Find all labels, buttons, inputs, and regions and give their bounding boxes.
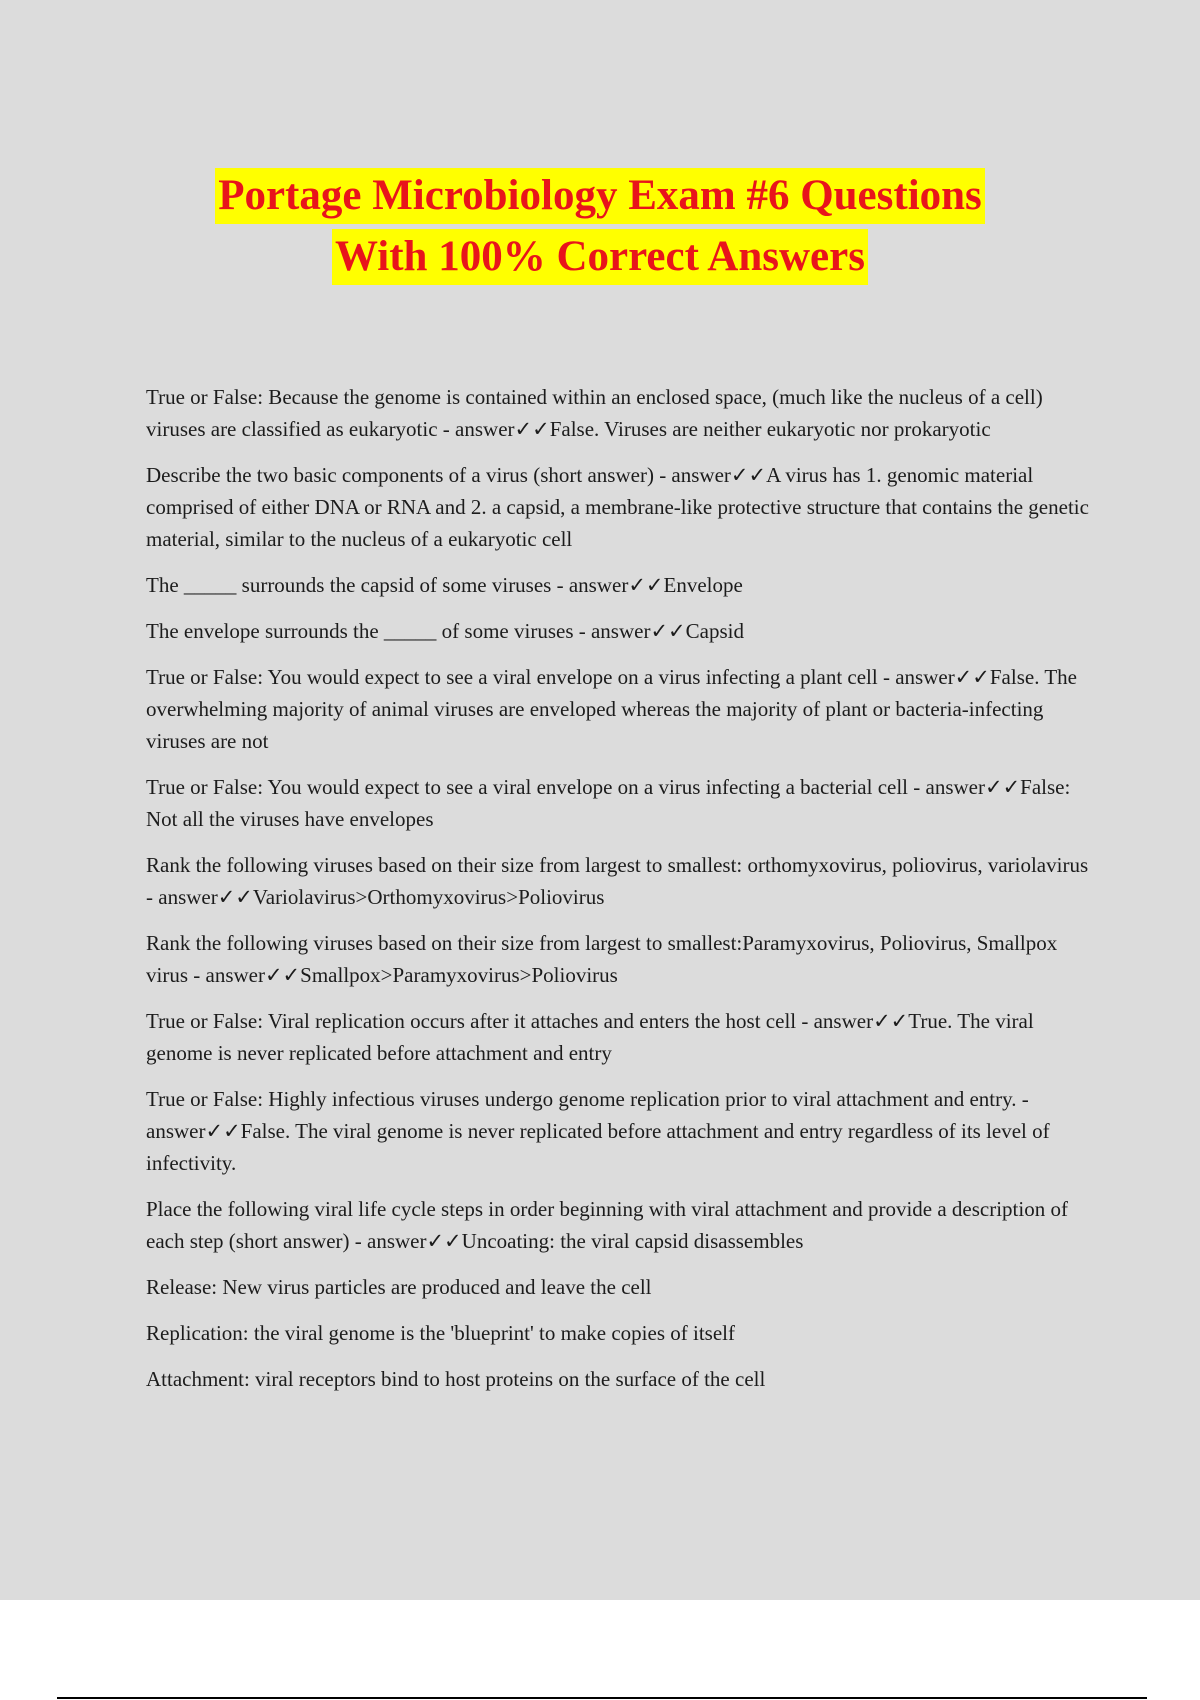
paragraph: Replication: the viral genome is the 'blueprint' to make copies of itself [146,1321,735,1345]
paragraph: True or False: Viral replication occurs after it attaches and enters the host cell - answer✓✓True. The viral genome is never replicated before attachment and entry [146,1009,1034,1065]
document-title [0,168,1200,290]
bottom-divider [57,1697,1147,1699]
title-line-2: With 100% Correct Answers [332,229,868,285]
paragraph: True or False: Highly infectious viruses undergo genome replication prior to viral attachment and entry. - answer✓✓False. The viral genome is never replicated before attachment and entry regardless of its level of infectivity. [146,1087,1050,1175]
document-body [146,381,1096,1409]
paragraph: The envelope surrounds the _____ of some viruses - answer✓✓Capsid [146,619,744,643]
paragraph: The _____ surrounds the capsid of some viruses - answer✓✓Envelope [146,573,743,597]
paragraph: True or False: You would expect to see a viral envelope on a virus infecting a bacterial cell - answer✓✓False: Not all the viruses have envelopes [146,775,1071,831]
paragraph: True or False: Because the genome is contained within an enclosed space, (much like the nucleus of a cell) viruses are classified as eukaryotic - answer✓✓False. Viruses are neither eukaryotic nor prokaryotic [146,385,1043,441]
paragraph: Place the following viral life cycle steps in order beginning with viral attachment and provide a description of each step (short answer) - answer✓✓Uncoating: the viral capsid disassembles [146,1197,1068,1253]
paragraph: Attachment: viral receptors bind to host proteins on the surface of the cell [146,1367,766,1391]
paragraph: Rank the following viruses based on their size from largest to smallest:Paramyxovirus, Poliovirus, Smallpox virus - answer✓✓Smallpox>Paramyxovirus>Poliovirus [146,931,1058,987]
paragraph: True or False: You would expect to see a viral envelope on a virus infecting a plant cell - answer✓✓False. The overwhelming majority of animal viruses are enveloped whereas the majority of plant or bacteria-infecting viruses are not [146,665,1077,753]
paragraph: Rank the following viruses based on their size from largest to smallest: orthomyxovirus, poliovirus, variolavirus - answer✓✓Variolavirus>Orthomyxovirus>Poliovirus [146,853,1089,909]
paragraph: Describe the two basic components of a virus (short answer) - answer✓✓A virus has 1. genomic material comprised of either DNA or RNA and 2. a capsid, a membrane-like protective structure that contains the genetic material, similar to the nucleus of a eukaryotic cell [146,463,1089,551]
title-line-1: Portage Microbiology Exam #6 Questions [215,168,985,224]
paragraph: Release: New virus particles are produced and leave the cell [146,1275,652,1299]
